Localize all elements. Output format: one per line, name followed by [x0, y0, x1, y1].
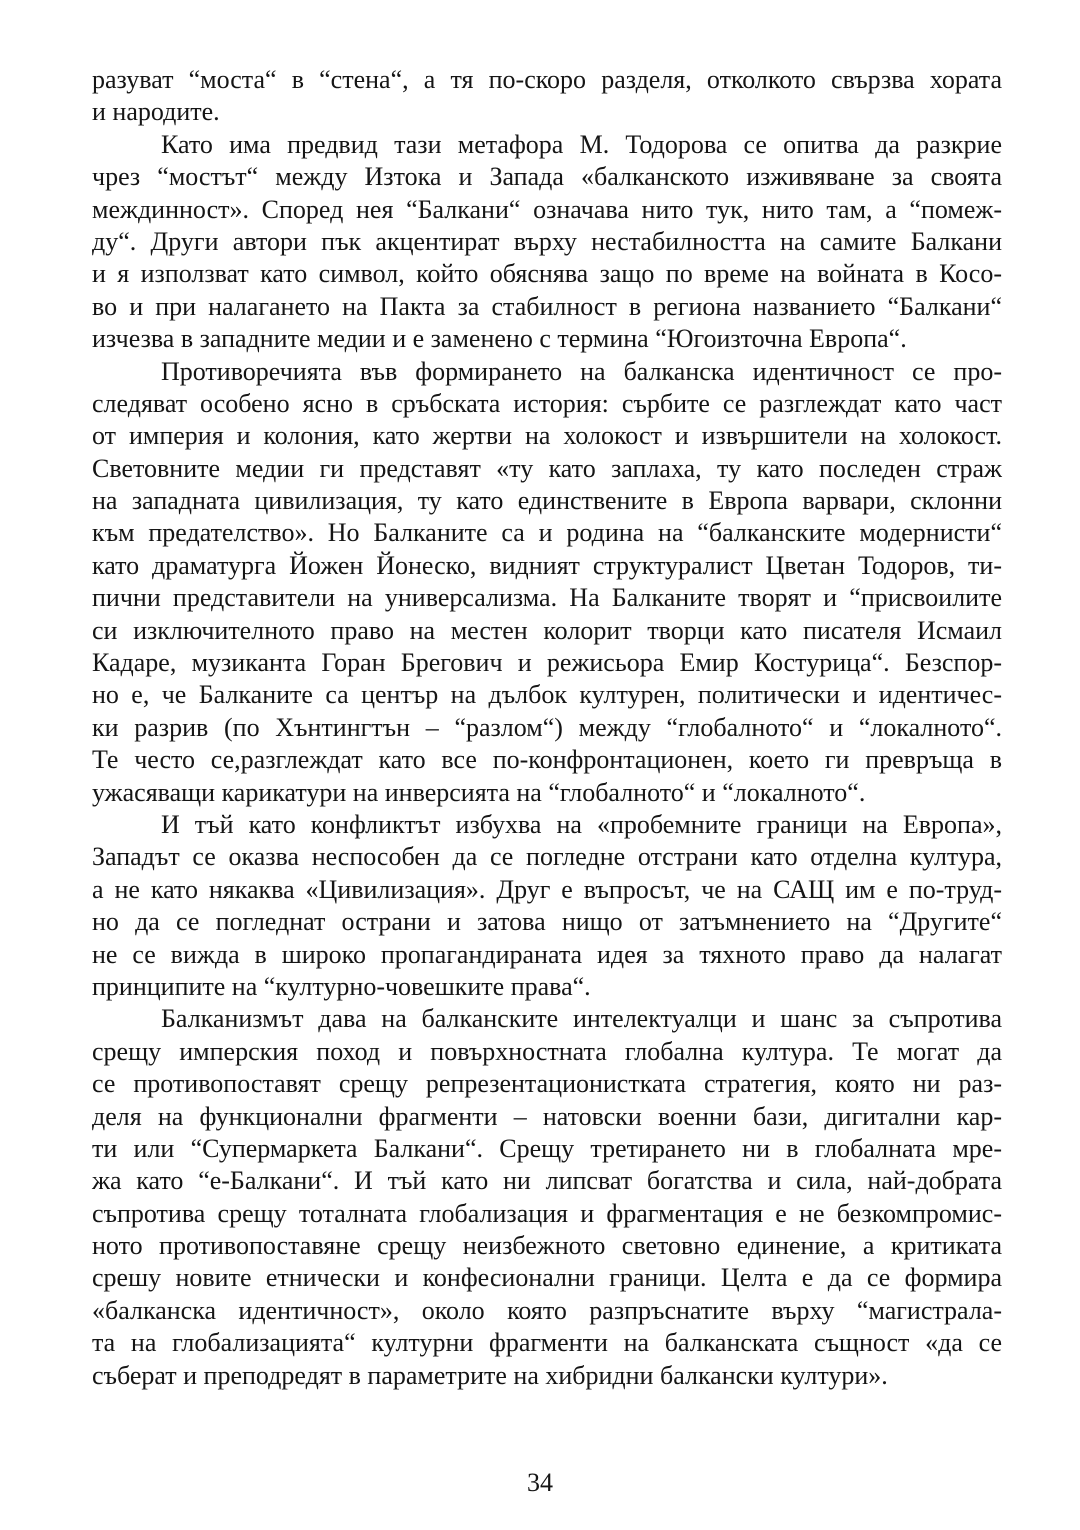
text-line: И тъй като конфликтът избухва на «пробемните граници на Европа», — [161, 809, 1002, 839]
text-line: Балканизмът дава на балканските интелектуалци и шанс за съпротива — [161, 1004, 1002, 1034]
text-line: и народите. — [92, 97, 220, 127]
text-line: та на глобализацията“ културни фрагменти на балканската същност «да се — [92, 1328, 1002, 1358]
text-line: деля на функционални фрагменти – натовски военни бази, дигитални кар- — [92, 1101, 1002, 1131]
page-number: 34 — [527, 1468, 553, 1497]
text-line: и я използват като символ, който обяснява защо по време на войната в Косо- — [92, 259, 1002, 289]
text-line: принципите на “културно-човешките права“. — [92, 971, 591, 1001]
text-line: Световните медии ги представят «ту като заплаха, ту като последен страж — [92, 453, 1002, 483]
text-line: Като има предвид тази метафора М. Тодорова се опитва да разкрие — [161, 129, 1002, 159]
text-line: разуват “моста“ в “стена“, а тя по-скоро разделя, отколкото свързва хората — [92, 65, 1002, 94]
text-line: но е, че Балканите са център на дълбок културен, политически и идентичес- — [92, 680, 1002, 710]
text-line: си изключителното право на местен колорит творци като писателя Исмаил — [92, 615, 1002, 645]
text-line: не се вижда в широко пропагандираната идея за тяхното право да налагат — [92, 939, 1002, 969]
text-line: чрез “мостът“ между Изтока и Запада «балканското изживяване за своята — [92, 162, 1002, 192]
text-line: пични представители на универсализма. На Балканите творят и “присвоилите — [92, 583, 1002, 613]
text-line: Кадаре, музиканта Горан Брегович и режисьора Емир Костурица“. Безспор- — [92, 648, 1002, 678]
text-line: ното противопоставяне срещу неизбежното световно единение, а критиката — [92, 1231, 1002, 1261]
text-line: «балканска идентичност», около която разпръснатите върху “магистрала- — [92, 1295, 1002, 1325]
text-line: ду“. Други автори пък акцентират върху нестабилността на самите Балкани — [92, 226, 1002, 256]
text-line: като драматурга Йожен Йонеско, видният структуралист Цветан Тодоров, ти- — [92, 550, 1002, 580]
text-line: но да се погледнат острани и затова нищо от затъмнението на “Другите“ — [92, 907, 1002, 937]
text-line: ужасяващи карикатури на инверсията на “глобалното“ и “локалното“. — [92, 777, 866, 807]
text-line: ки разрив (по Хънтингтън – “разлом“) между “глобалното“ и “локалното“. — [92, 712, 1002, 742]
text-line: към предателство». Но Балканите са и родина на “балканските модернисти“ — [92, 518, 1002, 548]
text-line: во и при налагането на Пакта за стабилност в региона названието “Балкани“ — [92, 291, 1002, 321]
text-line: Противоречията във формирането на балканска идентичност се про- — [161, 356, 1002, 386]
text-line: изчезва в западните медии и е заменено с термина “Югоизточна Европа“. — [92, 324, 907, 354]
text-line: срешу новите етнически и конфесионални граници. Целта е да се формира — [92, 1263, 1002, 1293]
text-line: срещу имперския поход и повърхностната глобална култура. Те могат да — [92, 1036, 1002, 1066]
text-line: Западът се оказва неспособен да се погледне отстрани като отделна култура, — [92, 842, 1002, 872]
text-line: съпротива срещу тоталната глобализация и фрагментация е не безкомпромис- — [92, 1198, 1002, 1228]
text-line: се противопоставят срещу репрезентационистката стратегия, която ни раз- — [92, 1069, 1002, 1099]
text-line: следяват особено ясно в сръбската история: сърбите се разглеждат като част — [92, 388, 1002, 418]
text-line: от империя и колония, като жертви на холокост и извършители на холокост. — [92, 421, 1002, 451]
page-body — [92, 64, 1002, 1392]
text-line: съберат и преподредят в параметрите на хибридни балкански култури». — [92, 1360, 888, 1390]
text-line: жа като “е-Балкани“. И тъй като ни липсват богатства и сила, най-добрата — [92, 1166, 1002, 1196]
text-line: а не като някаква «Цивилизация». Друг е въпросът, че на САЩ им е по-труд- — [92, 874, 1002, 904]
text-line: Те често се,разглеждат като все по-конфронтационен, което ги превръща в — [92, 745, 1002, 775]
text-line: ти или “Супермаркета Балкани“. Срещу третирането ни в глобалната мре- — [92, 1133, 1002, 1163]
text-line: междинност». Според нея “Балкани“ означава нито тук, нито там, а “помеж- — [92, 194, 1002, 224]
text-line: на западната цивилизация, ту като единствените в Европа варвари, склонни — [92, 486, 1002, 516]
